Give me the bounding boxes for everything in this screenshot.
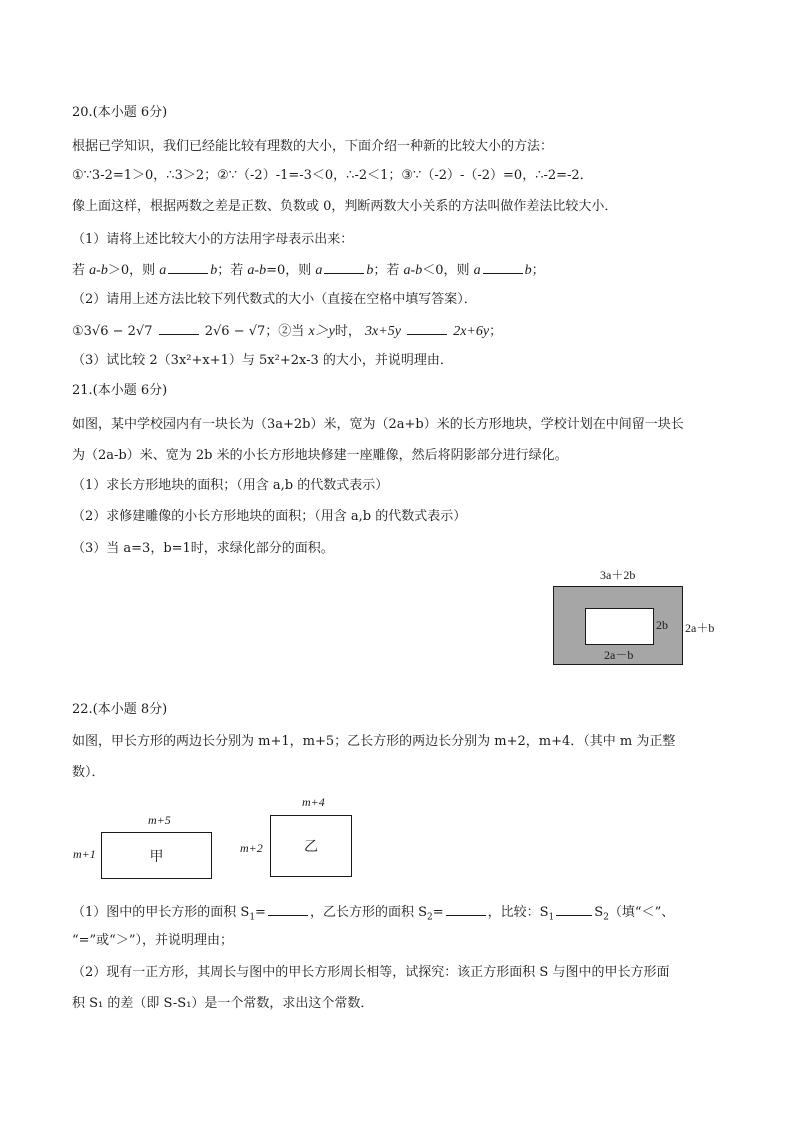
q22-part2-line-2: 积 S₁ 的差（即 S-S₁）是一个常数，求出这个常数． xyxy=(72,996,374,1011)
expr-1-left: ①3√6 − 2√7 xyxy=(72,324,153,339)
text: ；若 xyxy=(373,263,400,278)
text: ＜0，则 xyxy=(422,263,470,278)
fig22-jia-left-label: m+1 xyxy=(73,847,96,861)
blank-1[interactable] xyxy=(168,260,208,274)
blank-s2[interactable] xyxy=(446,902,486,916)
condition-2: a-b xyxy=(247,263,267,278)
blank-s1[interactable] xyxy=(268,902,308,916)
blank-2[interactable] xyxy=(324,260,364,274)
q20-header: 20.(本小题 6分) xyxy=(72,105,168,120)
q21-part1: （1）求长方形地块的面积；（用含 a,b 的代数式表示） xyxy=(72,478,389,493)
fig21-inner-right-label: 2b xyxy=(656,618,668,632)
fig21-inner-bottom-label: 2a－b xyxy=(604,648,634,662)
fig21-right-label: 2a＋b xyxy=(685,621,715,635)
var-b: b xyxy=(366,263,374,278)
blank-3[interactable] xyxy=(483,260,523,274)
blank-4[interactable] xyxy=(159,321,199,335)
condition-3: a-b xyxy=(403,263,423,278)
q22-part2-line-1: （2）现有一正方形，其周长与图中的甲长方形周长相等，试探究：该正方形面积 S 与图中的甲长方形面 xyxy=(72,965,670,980)
expr-1-right: 2√6 − √7 xyxy=(204,324,266,339)
text: ，比较：S xyxy=(487,905,549,920)
q22-text-1: 如图，甲长方形的两边长分别为 m+1，m+5；乙长方形的两边长分别为 m+2，m+4．（其中 m 为正整 xyxy=(72,734,676,749)
fig22-yi-top-label: m+4 xyxy=(302,795,325,809)
q22-part1-line-1 xyxy=(72,902,674,927)
var-b: b xyxy=(524,263,532,278)
q21-text-1: 如图，某中学校园内有一块长为（3a+2b）米，宽为（2a+b）米的长方形地块，学校计划在中间留一块长 xyxy=(72,417,684,432)
q20-part1-prompt: （1）请将上述比较大小的方法用字母表示出来： xyxy=(72,232,354,247)
q21-header: 21.(本小题 6分) xyxy=(72,383,168,398)
q20-method: 像上面这样，根据两数之差是正数、负数或 0，判断两数大小关系的方法叫做作差法比较大小． xyxy=(72,199,618,214)
blank-5[interactable] xyxy=(407,321,447,335)
q22-part1-line-2: “=”或“＞”），并说明理由； xyxy=(72,933,233,948)
text: ；②当 xyxy=(265,324,305,339)
subscript: 2 xyxy=(603,912,609,923)
fig22-jia-name: 甲 xyxy=(149,848,164,865)
q20-part3: （3）试比较 2（3x²+x+1）与 5x²+2x-3 的大小，并说明理由． xyxy=(72,353,453,368)
condition-1: a-b xyxy=(89,263,108,278)
text: ；若 xyxy=(217,263,244,278)
fig22-yi-name: 乙 xyxy=(304,839,318,855)
text: = xyxy=(432,905,444,920)
var-a: a xyxy=(473,263,481,278)
text: （1）图中的甲长方形的面积 S xyxy=(72,905,250,920)
var-a: a xyxy=(159,263,167,278)
text: ； xyxy=(489,324,503,339)
blank-compare[interactable] xyxy=(556,902,592,916)
text: （填“＜”、 xyxy=(608,905,675,920)
expr-2-right: 2x+6y xyxy=(453,324,490,339)
q20-part1-answer-line xyxy=(72,260,545,280)
var-a: a xyxy=(315,263,323,278)
fig22-jia-top-label: m+5 xyxy=(148,813,171,827)
q20-examples: ①∵3-2=1＞0，∴3＞2；②∵（-2）-1=-3＜0，∴-2＜1；③∵（-2）-（-2）=0，∴-2=-2． xyxy=(72,168,593,183)
subscript: 1 xyxy=(548,912,555,923)
fig21-top-label: 3a＋2b xyxy=(600,568,636,582)
text: ＞0，则 xyxy=(107,263,156,278)
fig22-yi-left-label: m+2 xyxy=(240,841,263,855)
fig21-outer-rectangle xyxy=(553,586,683,665)
subscript: 2 xyxy=(427,912,433,923)
condition-xy: x＞y xyxy=(308,324,335,339)
q20-part2-expressions xyxy=(72,321,502,341)
var-b: b xyxy=(210,263,218,278)
fig22-jia-rectangle xyxy=(101,832,212,879)
q21-part2: （2）求修建雕像的小长方形地块的面积；（用含 a,b 的代数式表示） xyxy=(72,509,467,524)
text: S xyxy=(594,905,604,920)
text: ，乙长方形的面积 S xyxy=(309,905,427,920)
q20-part2-prompt: （2）请用上述方法比较下列代数式的大小（直接在空格中填写答案）． xyxy=(72,292,477,307)
text: 若 xyxy=(72,263,86,278)
expr-2-left: 3x+5y xyxy=(365,324,401,339)
text: ； xyxy=(531,263,545,278)
subscript: 1 xyxy=(249,912,256,923)
text: 时， xyxy=(334,324,361,339)
text: =0，则 xyxy=(266,263,312,278)
q20-intro: 根据已学知识，我们已经能比较有理数的大小，下面介绍一种新的比较大小的方法： xyxy=(72,139,554,154)
q21-text-2: 为（2a-b）米、宽为 2b 米的小长方形地块修建一座雕像，然后将阴影部分进行绿化。 xyxy=(72,448,568,463)
text: = xyxy=(255,905,266,920)
q22-header: 22.(本小题 8分) xyxy=(72,702,168,717)
fig21-inner-rectangle xyxy=(585,608,654,645)
fig22-yi-rectangle xyxy=(270,815,352,877)
q22-text-2: 数）． xyxy=(72,765,105,780)
q21-part3: （3）当 a=3，b=1时，求绿化部分的面积。 xyxy=(72,541,334,556)
